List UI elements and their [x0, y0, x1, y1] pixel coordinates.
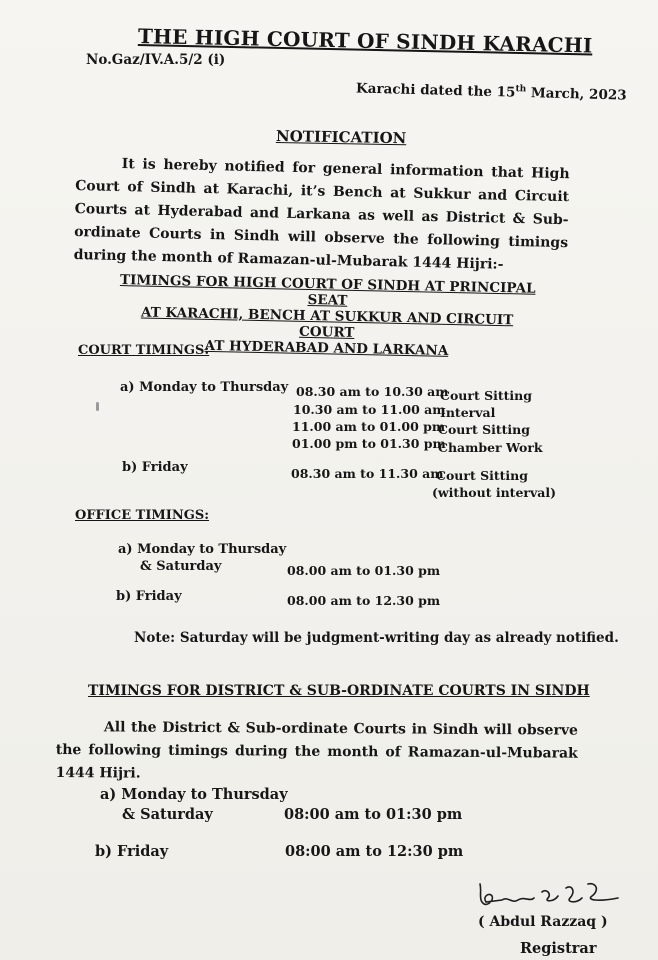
- notification-paragraph: It is hereby notified for general information that High Court of Sindh at Karachi, it’s Bench at Sukkur and Circuit Courts at Hyderabad and Larkana as well as District & Sub-ordinate Courts in Sindh will observe the following timings during the month of Ramazan-ul-Mubarak 1444 Hijri:-: [73, 156, 570, 273]
- court-time-row-1: 08.30 am to 10.30 am: [296, 384, 449, 399]
- court-time-row-4: 01.00 pm to 01.30 pm: [292, 436, 446, 451]
- court-timings-a-label: a) Monday to Thursday: [120, 380, 289, 395]
- court-time-row-2: 10.30 am to 11.00 am: [293, 402, 446, 417]
- office-a-label-line-2: & Saturday: [140, 559, 222, 574]
- court-desc-row-4: Chamber Work: [438, 440, 543, 455]
- district-a-time: 08:00 am to 01:30 pm: [284, 806, 463, 823]
- district-b-time: 08:00 am to 12:30 pm: [285, 843, 464, 860]
- court-timings-heading: COURT TIMINGS:: [78, 343, 210, 358]
- court-friday-desc-2: (without interval): [432, 485, 557, 500]
- signatory-name: ( Abdul Razzaq ): [478, 914, 608, 930]
- district-paragraph: All the District & Sub-ordinate Courts in Sindh will observe the following timings during the month of Ramazan-ul-Mubarak 1444 Hijri.: [55, 719, 578, 782]
- district-a-label-line-2: & Saturday: [122, 806, 213, 823]
- court-desc-row-2: Interval: [440, 405, 496, 420]
- district-b-label: b) Friday: [95, 843, 169, 860]
- registrar-signature: [472, 878, 622, 918]
- court-time-row-3: 11.00 am to 01.00 pm: [292, 419, 446, 434]
- court-timings-b-label: b) Friday: [122, 460, 188, 475]
- heading-line-3: AT HYDERABAD AND LARKANA: [204, 337, 449, 359]
- saturday-note: Note: Saturday will be judgment-writing day as already notified.: [134, 630, 619, 646]
- office-a-time: 08.00 am to 01.30 pm: [287, 563, 441, 578]
- heading-line-2: AT KARACHI, BENCH AT SUKKUR AND CIRCUIT COURT: [140, 304, 514, 341]
- date-rest: March, 2023: [525, 84, 627, 104]
- reference-number: No.Gaz/IV.A.5/2 (i): [86, 52, 226, 68]
- court-friday-time: 08.30 am to 11.30 am: [291, 466, 444, 481]
- office-b-label: b) Friday: [116, 589, 182, 604]
- notification-heading: NOTIFICATION: [275, 127, 407, 148]
- district-courts-heading: TIMINGS FOR DISTRICT & SUB-ORDINATE COURTS IN SINDH: [88, 683, 590, 699]
- office-timings-heading: OFFICE TIMINGS:: [75, 508, 210, 523]
- office-b-time: 08.00 am to 12.30 pm: [287, 593, 441, 608]
- date-line: [356, 80, 627, 104]
- scan-speck: [96, 402, 99, 411]
- court-desc-row-3: Court Sitting: [438, 422, 530, 437]
- office-a-label-line-1: a) Monday to Thursday: [118, 542, 287, 557]
- date-prefix: Karachi dated the 15: [355, 80, 516, 101]
- court-friday-desc: Court Sitting: [436, 468, 528, 483]
- court-desc-row-1: Court Sitting: [440, 388, 532, 403]
- date-suffix: th: [515, 84, 527, 95]
- signatory-title: Registrar: [520, 940, 597, 957]
- heading-line-1: TIMINGS FOR HIGH COURT OF SINDH AT PRINCIPAL SEAT: [119, 272, 536, 309]
- district-a-label-line-1: a) Monday to Thursday: [100, 786, 288, 803]
- court-name-title: THE HIGH COURT OF SINDH KARACHI: [137, 24, 593, 58]
